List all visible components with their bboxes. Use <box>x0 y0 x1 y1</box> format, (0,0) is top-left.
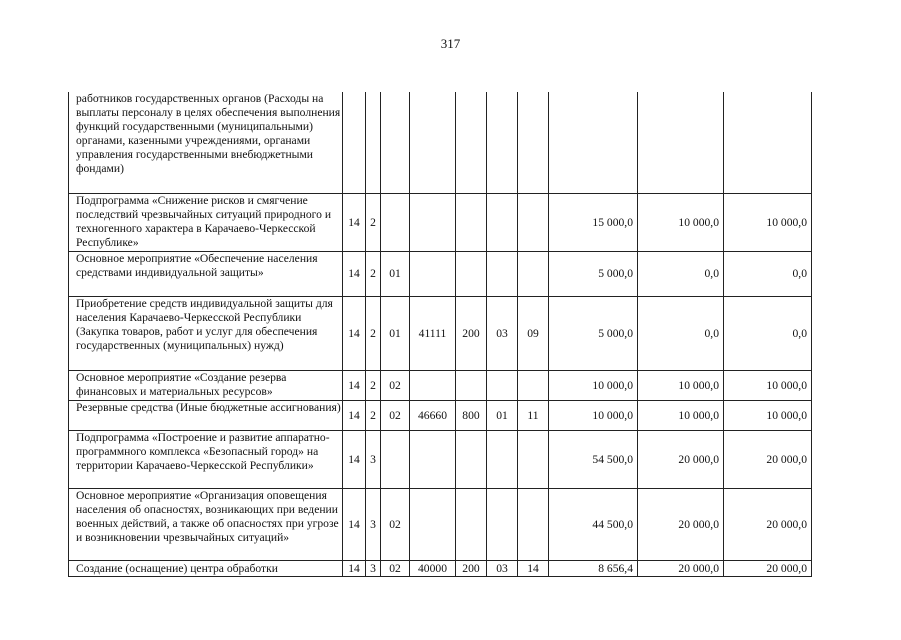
direction-code <box>410 92 456 194</box>
code-col-7: 11 <box>518 401 549 431</box>
program-code: 02 <box>381 561 410 577</box>
subsection-code: 2 <box>366 252 381 297</box>
program-code: 01 <box>381 297 410 371</box>
amount-3: 10 000,0 <box>724 194 812 252</box>
direction-code <box>410 371 456 401</box>
row-description: Основное мероприятие «Организация оповещения населения об опасностях, возникающих при ведении военных действий, а также об опасностях при угрозе и возникновении чрезвычайных ситуаций» <box>69 489 343 561</box>
table-row <box>69 92 812 194</box>
direction-code: 46660 <box>410 401 456 431</box>
code-col-7 <box>518 194 549 252</box>
amount-2 <box>638 92 724 194</box>
table-row <box>69 489 812 561</box>
code-col-7 <box>518 92 549 194</box>
row-description: Основное мероприятие «Создание резерва финансовых и материальных ресурсов» <box>69 371 343 401</box>
amount-3: 0,0 <box>724 252 812 297</box>
amount-1: 10 000,0 <box>549 371 638 401</box>
section-code: 14 <box>343 401 366 431</box>
amount-1: 8 656,4 <box>549 561 638 577</box>
amount-3: 0,0 <box>724 297 812 371</box>
expense-type-code <box>456 252 487 297</box>
expense-type-code <box>456 194 487 252</box>
amount-1: 54 500,0 <box>549 431 638 489</box>
row-description: Основное мероприятие «Обеспечение населения средствами индивидуальной защиты» <box>69 252 343 297</box>
direction-code <box>410 194 456 252</box>
amount-3: 10 000,0 <box>724 401 812 431</box>
amount-1: 5 000,0 <box>549 297 638 371</box>
direction-code: 40000 <box>410 561 456 577</box>
amount-2: 10 000,0 <box>638 194 724 252</box>
code-col-6 <box>487 92 518 194</box>
direction-code <box>410 489 456 561</box>
code-col-7: 09 <box>518 297 549 371</box>
subsection-code: 2 <box>366 297 381 371</box>
program-code: 02 <box>381 489 410 561</box>
expense-type-code: 200 <box>456 297 487 371</box>
row-description: Создание (оснащение) центра обработки <box>69 561 343 577</box>
code-col-7 <box>518 431 549 489</box>
subsection-code <box>366 92 381 194</box>
table-row <box>69 561 812 577</box>
expense-type-code: 800 <box>456 401 487 431</box>
amount-1: 5 000,0 <box>549 252 638 297</box>
row-description: работников государственных органов (Расходы на выплаты персоналу в целях обеспечения выполнения функций государственными (муниципальными) органами, казенными учреждениями, органами управления государственными внебюджетными фондами) <box>69 92 343 194</box>
table-row <box>69 252 812 297</box>
subsection-code: 2 <box>366 194 381 252</box>
section-code: 14 <box>343 297 366 371</box>
subsection-code: 3 <box>366 561 381 577</box>
code-col-6 <box>487 252 518 297</box>
amount-2: 0,0 <box>638 252 724 297</box>
section-code: 14 <box>343 431 366 489</box>
expense-type-code <box>456 431 487 489</box>
section-code: 14 <box>343 371 366 401</box>
direction-code: 41111 <box>410 297 456 371</box>
amount-1: 44 500,0 <box>549 489 638 561</box>
row-description: Приобретение средств индивидуальной защиты для населения Карачаево-Черкесской Республики (Закупка товаров, работ и услуг для обеспечения государственных (муниципальных) нужд) <box>69 297 343 371</box>
code-col-7: 14 <box>518 561 549 577</box>
section-code <box>343 92 366 194</box>
table-row <box>69 297 812 371</box>
subsection-code: 3 <box>366 431 381 489</box>
program-code: 02 <box>381 401 410 431</box>
code-col-6: 01 <box>487 401 518 431</box>
code-col-7 <box>518 371 549 401</box>
code-col-6 <box>487 194 518 252</box>
table-row <box>69 431 812 489</box>
program-code: 01 <box>381 252 410 297</box>
expense-type-code <box>456 489 487 561</box>
code-col-7 <box>518 252 549 297</box>
section-code: 14 <box>343 561 366 577</box>
amount-2: 10 000,0 <box>638 401 724 431</box>
code-col-6 <box>487 431 518 489</box>
table-row <box>69 194 812 252</box>
budget-table <box>68 92 812 577</box>
row-description: Подпрограмма «Снижение рисков и смягчение последствий чрезвычайных ситуаций природного и техногенного характера в Карачаево-Черкесской Республике» <box>69 194 343 252</box>
amount-2: 20 000,0 <box>638 431 724 489</box>
code-col-6 <box>487 489 518 561</box>
amount-2: 20 000,0 <box>638 561 724 577</box>
amount-1 <box>549 92 638 194</box>
direction-code <box>410 431 456 489</box>
code-col-7 <box>518 489 549 561</box>
subsection-code: 2 <box>366 371 381 401</box>
expense-type-code: 200 <box>456 561 487 577</box>
program-code: 02 <box>381 371 410 401</box>
amount-3: 10 000,0 <box>724 371 812 401</box>
section-code: 14 <box>343 252 366 297</box>
code-col-6 <box>487 371 518 401</box>
code-col-6: 03 <box>487 561 518 577</box>
section-code: 14 <box>343 489 366 561</box>
amount-1: 15 000,0 <box>549 194 638 252</box>
program-code <box>381 194 410 252</box>
table-row <box>69 401 812 431</box>
program-code <box>381 431 410 489</box>
page-number: 317 <box>440 36 461 51</box>
direction-code <box>410 252 456 297</box>
program-code <box>381 92 410 194</box>
subsection-code: 2 <box>366 401 381 431</box>
amount-2: 0,0 <box>638 297 724 371</box>
amount-3: 20 000,0 <box>724 431 812 489</box>
amount-3: 20 000,0 <box>724 561 812 577</box>
amount-2: 20 000,0 <box>638 489 724 561</box>
row-description: Подпрограмма «Построение и развитие аппаратно-программного комплекса «Безопасный город» на территории Карачаево-Черкесской Республики» <box>69 431 343 489</box>
amount-3 <box>724 92 812 194</box>
section-code: 14 <box>343 194 366 252</box>
table-row <box>69 371 812 401</box>
expense-type-code <box>456 92 487 194</box>
amount-1: 10 000,0 <box>549 401 638 431</box>
subsection-code: 3 <box>366 489 381 561</box>
code-col-6: 03 <box>487 297 518 371</box>
amount-2: 10 000,0 <box>638 371 724 401</box>
amount-3: 20 000,0 <box>724 489 812 561</box>
expense-type-code <box>456 371 487 401</box>
row-description: Резервные средства (Иные бюджетные ассигнования) <box>69 401 343 431</box>
